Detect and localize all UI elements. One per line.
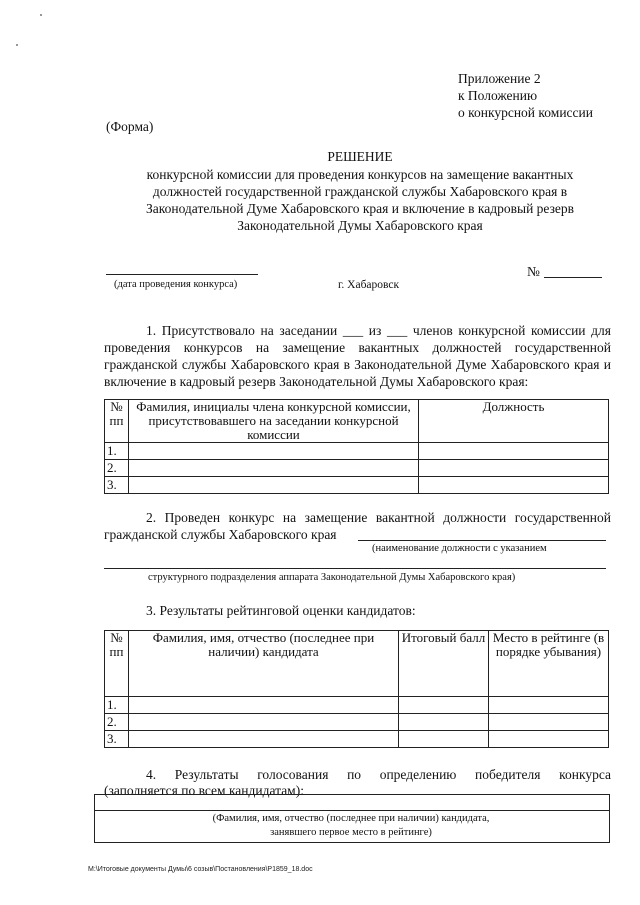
section-4-paragraph: 4. Результаты голосования по определению победителя конкурса bbox=[146, 767, 611, 782]
position-cell[interactable] bbox=[419, 443, 609, 460]
number-fill-line[interactable] bbox=[544, 277, 602, 278]
col-header-total-score: Итоговый балл bbox=[399, 631, 489, 697]
vote-box-hint-line: (Фамилия, имя, отчество (последнее при наличии) кандидата, bbox=[212, 813, 490, 824]
section-4-text-line2: (заполняется по всем кандидатам): bbox=[104, 783, 304, 798]
score-cell[interactable] bbox=[399, 714, 489, 731]
section-4-text-line1 bbox=[104, 766, 611, 783]
subtitle-line: должностей государственной гражданской службы Хабаровского края в bbox=[152, 184, 568, 199]
place-cell[interactable] bbox=[489, 731, 609, 748]
position-hint-line2: структурного подразделения аппарата Законодательной Думы Хабаровского края) bbox=[148, 572, 516, 583]
scan-speck bbox=[40, 14, 42, 16]
section-1-paragraph: 1. Присутствовало на заседании ___ из ___ членов конкурсной комиссии для проведения конкурсов на замещение вакантных должностей государственной гражданской службы Хабаровского края в Законодательной Думе Хабаровского края и включение в кадровый резерв Законодательной Думы Хабаровского края: bbox=[104, 323, 611, 389]
row-number: 2. bbox=[105, 714, 129, 731]
table-row bbox=[105, 460, 609, 477]
appendix-line: к Положению bbox=[458, 88, 538, 103]
col-header-number: № пп bbox=[105, 400, 129, 443]
candidate-name-cell[interactable] bbox=[129, 731, 399, 748]
rating-table bbox=[104, 630, 609, 748]
col-header-candidate-name: Фамилия, имя, отчество (последнее при наличии) кандидата bbox=[129, 631, 399, 697]
appendix-note bbox=[458, 70, 593, 121]
scan-speck bbox=[16, 44, 18, 46]
table-header-row bbox=[105, 631, 609, 697]
members-table bbox=[104, 399, 609, 494]
appendix-line: Приложение 2 bbox=[458, 71, 541, 86]
col-header-rating-place: Место в рейтинге (в порядке убывания) bbox=[489, 631, 609, 697]
member-name-cell[interactable] bbox=[129, 460, 419, 477]
table-row bbox=[105, 477, 609, 494]
document-title: РЕШЕНИЕ bbox=[327, 149, 393, 164]
section-3-paragraph: 3. Результаты рейтинговой оценки кандидатов: bbox=[146, 603, 416, 618]
member-name-cell[interactable] bbox=[129, 443, 419, 460]
row-number: 3. bbox=[105, 731, 129, 748]
subtitle-line: Законодательной Думы Хабаровского края bbox=[237, 218, 483, 233]
table-row bbox=[105, 697, 609, 714]
city-label: г. Хабаровск bbox=[338, 279, 400, 291]
col-header-position: Должность bbox=[419, 400, 609, 443]
vote-box-hint-line: занявшего первое место в рейтинге) bbox=[270, 827, 432, 838]
position-cell[interactable] bbox=[419, 460, 609, 477]
section-2-paragraph bbox=[104, 509, 611, 543]
subtitle-line: конкурсной комиссии для проведения конкурсов на замещение вакантных bbox=[146, 167, 574, 182]
date-label: (дата проведения конкурса) bbox=[114, 279, 238, 290]
row-number: 1. bbox=[105, 443, 129, 460]
appendix-line: о конкурсной комиссии bbox=[458, 105, 593, 120]
table-row bbox=[105, 714, 609, 731]
table-row bbox=[105, 443, 609, 460]
file-path-footer: M:\Итоговые документы Думы\6 созыв\Постановления\Р1859_18.doc bbox=[88, 866, 313, 873]
number-sign: № bbox=[527, 264, 540, 279]
place-cell[interactable] bbox=[489, 714, 609, 731]
table-row bbox=[105, 731, 609, 748]
subtitle-line: Законодательной Думе Хабаровского края и включение в кадровый резерв bbox=[145, 201, 575, 216]
document-subtitle bbox=[100, 166, 620, 234]
col-header-member-name: Фамилия, инициалы члена конкурсной комиссии, присутствовавшего на заседании конкурсной комиссии bbox=[129, 400, 419, 443]
section-2-text bbox=[104, 509, 611, 543]
form-label: (Форма) bbox=[106, 119, 154, 134]
row-number: 1. bbox=[105, 697, 129, 714]
place-cell[interactable] bbox=[489, 697, 609, 714]
date-fill-line[interactable] bbox=[106, 274, 258, 275]
position-name-fill-line[interactable] bbox=[358, 540, 606, 541]
vote-box-hint bbox=[94, 812, 608, 840]
member-name-cell[interactable] bbox=[129, 477, 419, 494]
candidate-name-cell[interactable] bbox=[129, 697, 399, 714]
row-number: 2. bbox=[105, 460, 129, 477]
col-header-number: № пп bbox=[105, 631, 129, 697]
position-cell[interactable] bbox=[419, 477, 609, 494]
score-cell[interactable] bbox=[399, 697, 489, 714]
table-header-row bbox=[105, 400, 609, 443]
section-1-text bbox=[104, 322, 611, 390]
row-number: 3. bbox=[105, 477, 129, 494]
division-fill-line[interactable] bbox=[104, 568, 606, 569]
position-hint-line1: (наименование должности с указанием bbox=[372, 543, 547, 554]
candidate-name-cell[interactable] bbox=[129, 714, 399, 731]
section-2-sentence: 2. Проведен конкурс на замещение вакантной должности государственной гражданской службы Хабаровского края bbox=[104, 510, 611, 542]
section-3-text bbox=[104, 602, 611, 619]
score-cell[interactable] bbox=[399, 731, 489, 748]
